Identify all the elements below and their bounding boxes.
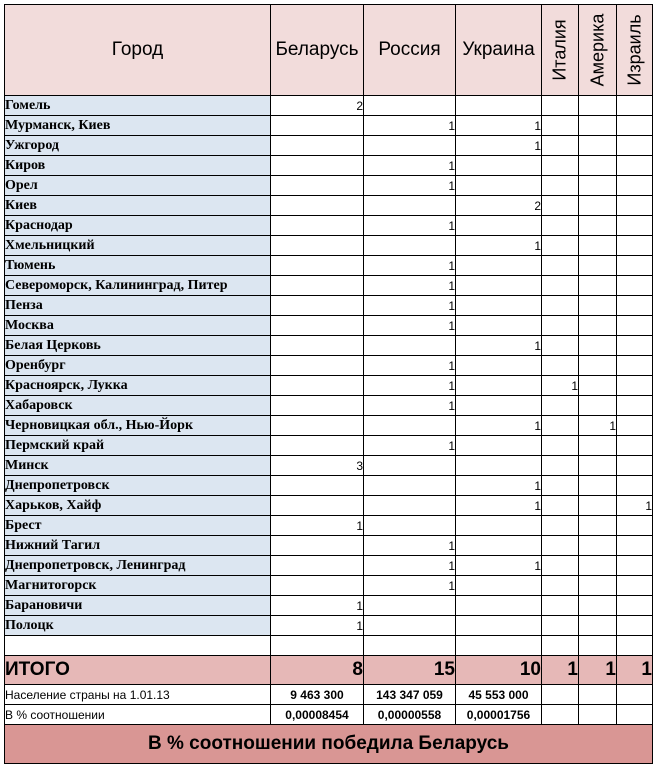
- header-america-label: Америка: [587, 13, 607, 87]
- count-cell[interactable]: [271, 156, 364, 176]
- count-cell[interactable]: [579, 196, 617, 216]
- count-cell[interactable]: [542, 96, 579, 116]
- count-cell[interactable]: [617, 576, 653, 596]
- count-cell[interactable]: 1: [364, 256, 456, 276]
- table-row: [5, 116, 653, 136]
- header-america[interactable]: [579, 5, 617, 96]
- count-cell[interactable]: [456, 156, 542, 176]
- count-cell[interactable]: [617, 556, 653, 576]
- count-cell[interactable]: [271, 296, 364, 316]
- header-israel-label: Израиль: [624, 14, 644, 86]
- count-cell[interactable]: [542, 596, 579, 616]
- count-cell[interactable]: [542, 156, 579, 176]
- count-cell[interactable]: [579, 396, 617, 416]
- count-cell[interactable]: [456, 176, 542, 196]
- empty-cell[interactable]: [579, 636, 617, 656]
- ratio-value[interactable]: 0,00001756: [456, 705, 542, 725]
- count-cell[interactable]: 1: [364, 576, 456, 596]
- count-cell[interactable]: [617, 276, 653, 296]
- table-row: [5, 356, 653, 376]
- population-value[interactable]: 9 463 300: [271, 685, 364, 705]
- count-cell[interactable]: [542, 116, 579, 136]
- ratio-value[interactable]: [579, 705, 617, 725]
- count-cell[interactable]: 1: [542, 376, 579, 396]
- count-cell[interactable]: [456, 356, 542, 376]
- count-cell[interactable]: 1: [364, 536, 456, 556]
- count-cell[interactable]: [579, 496, 617, 516]
- count-cell[interactable]: [542, 536, 579, 556]
- city-cell[interactable]: Красноярск, Лукка: [5, 376, 271, 396]
- count-cell[interactable]: [542, 256, 579, 276]
- count-cell[interactable]: [579, 296, 617, 316]
- count-cell[interactable]: [579, 336, 617, 356]
- header-italy[interactable]: [542, 5, 579, 96]
- count-cell[interactable]: [579, 516, 617, 536]
- count-cell[interactable]: [271, 536, 364, 556]
- table-row: [5, 136, 653, 156]
- city-cell[interactable]: Ужгород: [5, 136, 271, 156]
- count-cell[interactable]: [542, 436, 579, 456]
- count-cell[interactable]: 1: [364, 316, 456, 336]
- count-cell[interactable]: [364, 456, 456, 476]
- count-cell[interactable]: 1: [364, 276, 456, 296]
- city-cell[interactable]: Гомель: [5, 96, 271, 116]
- count-cell[interactable]: 1: [456, 136, 542, 156]
- city-cell[interactable]: Краснодар: [5, 216, 271, 236]
- count-cell[interactable]: [617, 516, 653, 536]
- table-row: [5, 336, 653, 356]
- count-cell[interactable]: 3: [271, 456, 364, 476]
- count-cell[interactable]: 1: [579, 416, 617, 436]
- count-cell[interactable]: [364, 136, 456, 156]
- count-cell[interactable]: [271, 416, 364, 436]
- count-cell[interactable]: [271, 556, 364, 576]
- count-cell[interactable]: [456, 276, 542, 296]
- count-cell[interactable]: 1: [364, 356, 456, 376]
- count-cell[interactable]: [579, 176, 617, 196]
- count-cell[interactable]: 1: [364, 436, 456, 456]
- count-cell[interactable]: [364, 496, 456, 516]
- city-cell[interactable]: Москва: [5, 316, 271, 336]
- empty-cell[interactable]: [364, 636, 456, 656]
- count-cell[interactable]: 2: [271, 96, 364, 116]
- footer-row: [5, 725, 653, 764]
- count-cell[interactable]: 1: [617, 496, 653, 516]
- count-cell[interactable]: [271, 136, 364, 156]
- count-cell[interactable]: 1: [456, 556, 542, 576]
- count-cell[interactable]: [542, 176, 579, 196]
- count-cell[interactable]: [456, 256, 542, 276]
- count-cell[interactable]: [456, 396, 542, 416]
- count-cell[interactable]: [617, 216, 653, 236]
- count-cell[interactable]: [579, 116, 617, 136]
- count-cell[interactable]: [364, 196, 456, 216]
- city-cell[interactable]: Орел: [5, 176, 271, 196]
- count-cell[interactable]: [456, 596, 542, 616]
- city-cell[interactable]: Днепропетровск: [5, 476, 271, 496]
- count-cell[interactable]: [271, 256, 364, 276]
- header-ukraine[interactable]: Украина: [456, 5, 542, 96]
- count-cell[interactable]: [617, 476, 653, 496]
- count-cell[interactable]: 1: [364, 156, 456, 176]
- population-value[interactable]: 45 553 000: [456, 685, 542, 705]
- total-row: [5, 656, 653, 685]
- table-row: [5, 376, 653, 396]
- count-cell[interactable]: [579, 136, 617, 156]
- count-cell[interactable]: [542, 496, 579, 516]
- total-value[interactable]: 1: [579, 656, 617, 685]
- empty-cell[interactable]: [456, 636, 542, 656]
- count-cell[interactable]: [617, 256, 653, 276]
- count-cell[interactable]: 1: [456, 496, 542, 516]
- city-cell[interactable]: Днепропетровск, Ленинград: [5, 556, 271, 576]
- table-row: [5, 216, 653, 236]
- header-belarus[interactable]: Беларусь: [271, 5, 364, 96]
- count-cell[interactable]: [364, 616, 456, 636]
- count-cell[interactable]: [271, 196, 364, 216]
- count-cell[interactable]: [456, 296, 542, 316]
- empty-cell[interactable]: [5, 636, 271, 656]
- count-cell[interactable]: [617, 376, 653, 396]
- count-cell[interactable]: [271, 356, 364, 376]
- count-cell[interactable]: [271, 496, 364, 516]
- count-cell[interactable]: [617, 96, 653, 116]
- ratio-value[interactable]: [542, 705, 579, 725]
- population-value[interactable]: [542, 685, 579, 705]
- count-cell[interactable]: [542, 316, 579, 336]
- count-cell[interactable]: [271, 236, 364, 256]
- header-row: [5, 5, 653, 96]
- city-cell[interactable]: Киев: [5, 196, 271, 216]
- count-cell[interactable]: [364, 236, 456, 256]
- count-cell[interactable]: 1: [271, 516, 364, 536]
- count-cell[interactable]: [542, 476, 579, 496]
- count-cell[interactable]: [617, 456, 653, 476]
- table-row: [5, 96, 653, 116]
- count-cell[interactable]: [542, 616, 579, 636]
- count-cell[interactable]: [364, 516, 456, 536]
- header-israel[interactable]: [617, 5, 653, 96]
- count-cell[interactable]: [579, 556, 617, 576]
- city-cell[interactable]: Брест: [5, 516, 271, 536]
- count-cell[interactable]: [271, 376, 364, 396]
- count-cell[interactable]: [579, 616, 617, 636]
- count-cell[interactable]: [456, 616, 542, 636]
- city-cell[interactable]: Пенза: [5, 296, 271, 316]
- city-cell[interactable]: Нижний Тагил: [5, 536, 271, 556]
- city-cell[interactable]: Белая Церковь: [5, 336, 271, 356]
- ratio-row: [5, 705, 653, 725]
- table-row: [5, 236, 653, 256]
- count-cell[interactable]: [617, 156, 653, 176]
- table-row: [5, 316, 653, 336]
- count-cell[interactable]: [364, 336, 456, 356]
- count-cell[interactable]: [364, 96, 456, 116]
- count-cell[interactable]: 1: [364, 216, 456, 236]
- table-row: [5, 276, 653, 296]
- count-cell[interactable]: [364, 596, 456, 616]
- header-russia[interactable]: Россия: [364, 5, 456, 96]
- total-value[interactable]: 1: [617, 656, 653, 685]
- count-cell[interactable]: 1: [271, 616, 364, 636]
- count-cell[interactable]: 1: [456, 236, 542, 256]
- count-cell[interactable]: [579, 276, 617, 296]
- table-row: [5, 296, 653, 316]
- count-cell[interactable]: [271, 336, 364, 356]
- footer-conclusion[interactable]: В % соотношении победила Беларусь: [5, 725, 653, 764]
- count-cell[interactable]: [617, 316, 653, 336]
- count-cell[interactable]: [579, 456, 617, 476]
- population-row: [5, 685, 653, 705]
- count-cell[interactable]: 1: [364, 376, 456, 396]
- city-cell[interactable]: Североморск, Калининград, Питер: [5, 276, 271, 296]
- table-row: [5, 156, 653, 176]
- city-cell[interactable]: Харьков, Хайф: [5, 496, 271, 516]
- table-row: [5, 256, 653, 276]
- count-cell[interactable]: [456, 376, 542, 396]
- ratio-label[interactable]: В % соотношении: [5, 705, 271, 725]
- count-cell[interactable]: [271, 176, 364, 196]
- count-cell[interactable]: [617, 196, 653, 216]
- total-value[interactable]: 10: [456, 656, 542, 685]
- count-cell[interactable]: [542, 136, 579, 156]
- spreadsheet-table: [4, 4, 653, 764]
- count-cell[interactable]: [542, 396, 579, 416]
- count-cell[interactable]: [579, 596, 617, 616]
- table-row: [5, 616, 653, 636]
- population-value[interactable]: [579, 685, 617, 705]
- count-cell[interactable]: [456, 316, 542, 336]
- count-cell[interactable]: [617, 416, 653, 436]
- count-cell[interactable]: [542, 196, 579, 216]
- count-cell[interactable]: 2: [456, 196, 542, 216]
- count-cell[interactable]: [617, 616, 653, 636]
- count-cell[interactable]: [542, 576, 579, 596]
- city-cell[interactable]: Магнитогорск: [5, 576, 271, 596]
- count-cell[interactable]: [617, 236, 653, 256]
- ratio-value[interactable]: 0,00000558: [364, 705, 456, 725]
- blank-row: [5, 636, 653, 656]
- count-cell[interactable]: [579, 156, 617, 176]
- count-cell[interactable]: [579, 216, 617, 236]
- total-value[interactable]: 1: [542, 656, 579, 685]
- count-cell[interactable]: 1: [364, 296, 456, 316]
- city-cell[interactable]: Хабаровск: [5, 396, 271, 416]
- count-cell[interactable]: [542, 296, 579, 316]
- table-row: [5, 456, 653, 476]
- count-cell[interactable]: [579, 256, 617, 276]
- count-cell[interactable]: [456, 536, 542, 556]
- count-cell[interactable]: [271, 576, 364, 596]
- total-value[interactable]: 8: [271, 656, 364, 685]
- count-cell[interactable]: [271, 216, 364, 236]
- city-cell[interactable]: Хмельницкий: [5, 236, 271, 256]
- count-cell[interactable]: [617, 176, 653, 196]
- count-cell[interactable]: 1: [364, 556, 456, 576]
- count-cell[interactable]: 1: [364, 116, 456, 136]
- city-cell[interactable]: Минск: [5, 456, 271, 476]
- count-cell[interactable]: 1: [364, 396, 456, 416]
- count-cell[interactable]: [456, 96, 542, 116]
- empty-cell[interactable]: [271, 636, 364, 656]
- count-cell[interactable]: [579, 376, 617, 396]
- count-cell[interactable]: 1: [456, 476, 542, 496]
- table-row: [5, 556, 653, 576]
- table-row: [5, 496, 653, 516]
- count-cell[interactable]: 1: [271, 596, 364, 616]
- count-cell[interactable]: 1: [456, 116, 542, 136]
- count-cell[interactable]: [579, 536, 617, 556]
- count-cell[interactable]: [617, 116, 653, 136]
- count-cell[interactable]: [542, 276, 579, 296]
- count-cell[interactable]: [542, 236, 579, 256]
- header-city[interactable]: Город: [5, 5, 271, 96]
- count-cell[interactable]: [579, 96, 617, 116]
- count-cell[interactable]: [271, 316, 364, 336]
- count-cell[interactable]: [456, 516, 542, 536]
- empty-cell[interactable]: [617, 636, 653, 656]
- count-cell[interactable]: [617, 536, 653, 556]
- count-cell[interactable]: [542, 456, 579, 476]
- count-cell[interactable]: [617, 396, 653, 416]
- count-cell[interactable]: [579, 436, 617, 456]
- count-cell[interactable]: [617, 296, 653, 316]
- empty-cell[interactable]: [542, 636, 579, 656]
- ratio-value[interactable]: [617, 705, 653, 725]
- count-cell[interactable]: 1: [456, 336, 542, 356]
- table-row: [5, 536, 653, 556]
- count-cell[interactable]: [271, 436, 364, 456]
- count-cell[interactable]: [579, 236, 617, 256]
- count-cell[interactable]: [271, 276, 364, 296]
- count-cell[interactable]: [456, 436, 542, 456]
- table-row: [5, 176, 653, 196]
- table-row: [5, 436, 653, 456]
- count-cell[interactable]: [456, 216, 542, 236]
- table-row: [5, 516, 653, 536]
- count-cell[interactable]: [579, 316, 617, 336]
- count-cell[interactable]: [456, 456, 542, 476]
- total-value[interactable]: 15: [364, 656, 456, 685]
- total-label[interactable]: ИТОГО: [5, 656, 271, 685]
- count-cell[interactable]: 1: [364, 176, 456, 196]
- city-cell[interactable]: Пермский край: [5, 436, 271, 456]
- count-cell[interactable]: [617, 436, 653, 456]
- count-cell[interactable]: [579, 356, 617, 376]
- count-cell[interactable]: [271, 396, 364, 416]
- city-cell[interactable]: Барановичи: [5, 596, 271, 616]
- population-value[interactable]: [617, 685, 653, 705]
- city-cell[interactable]: Черновицкая обл., Нью-Йорк: [5, 416, 271, 436]
- count-cell[interactable]: [542, 556, 579, 576]
- table-row: [5, 476, 653, 496]
- city-cell[interactable]: Полоцк: [5, 616, 271, 636]
- population-label[interactable]: Население страны на 1.01.13: [5, 685, 271, 705]
- header-italy-label: Италия: [549, 19, 570, 81]
- table-row: [5, 576, 653, 596]
- count-cell[interactable]: [617, 136, 653, 156]
- count-cell[interactable]: [579, 576, 617, 596]
- table-row: [5, 416, 653, 436]
- city-cell[interactable]: Оренбург: [5, 356, 271, 376]
- count-cell[interactable]: [617, 336, 653, 356]
- count-cell[interactable]: [456, 576, 542, 596]
- count-cell[interactable]: [542, 216, 579, 236]
- table-row: [5, 396, 653, 416]
- count-cell[interactable]: [542, 336, 579, 356]
- population-value[interactable]: 143 347 059: [364, 685, 456, 705]
- count-cell[interactable]: [364, 476, 456, 496]
- city-cell[interactable]: Киров: [5, 156, 271, 176]
- count-cell[interactable]: 1: [456, 416, 542, 436]
- city-cell[interactable]: Тюмень: [5, 256, 271, 276]
- city-cell[interactable]: Мурманск, Киев: [5, 116, 271, 136]
- ratio-value[interactable]: 0,00008454: [271, 705, 364, 725]
- table-row: [5, 596, 653, 616]
- count-cell[interactable]: [542, 356, 579, 376]
- count-cell[interactable]: [617, 356, 653, 376]
- count-cell[interactable]: [271, 476, 364, 496]
- count-cell[interactable]: [364, 416, 456, 436]
- count-cell[interactable]: [542, 416, 579, 436]
- table-row: [5, 196, 653, 216]
- count-cell[interactable]: [542, 516, 579, 536]
- count-cell[interactable]: [617, 596, 653, 616]
- count-cell[interactable]: [579, 476, 617, 496]
- count-cell[interactable]: [271, 116, 364, 136]
